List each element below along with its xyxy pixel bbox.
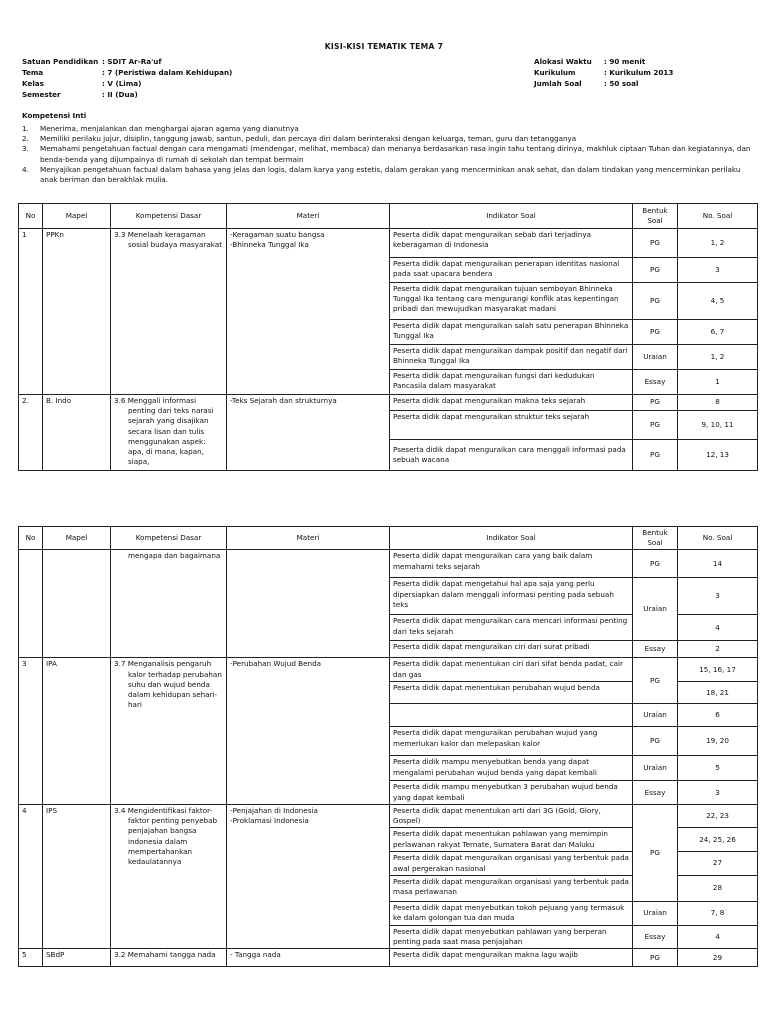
cell-nosoal: 15, 16, 17 xyxy=(678,658,758,682)
cell-bentuk: Essay xyxy=(633,925,678,948)
cell-kompetensi-dasar xyxy=(111,658,227,804)
table-row xyxy=(19,804,758,827)
materi-item: -Teks Sejarah dan strukturnya xyxy=(230,396,337,405)
info-label: Semester xyxy=(22,90,61,100)
cell-indikator: Peserta didik dapat menguraikan salah satu penerapan Bhinneka Tunggal Ika xyxy=(390,320,633,345)
cell-nosoal: 27 xyxy=(678,852,758,875)
column-header-bentuk: Bentuk Soal xyxy=(633,527,678,550)
list-item xyxy=(22,165,752,185)
cell-no: 2. xyxy=(19,395,43,471)
cell-kompetensi-dasar xyxy=(111,550,227,658)
column-header-materi: Materi xyxy=(227,527,390,550)
cell-indikator: Peserta didik dapat menyebutkan tokoh pejuang yang termasuk ke dalam golongan tua dan muda xyxy=(390,901,633,925)
cell-indikator: Peserta didik dapat menguraikan makna teks sejarah xyxy=(390,395,633,411)
cell-indikator: Peserta didik dapat menentukan ciri dari sifat benda padat, cair dan gas xyxy=(390,658,633,682)
info-value: : SDIT Ar-Ra'uf xyxy=(102,57,162,67)
kd-text: 3.7 Menganalisis pengaruh xyxy=(114,659,212,669)
cell-indikator: Peserta didik dapat menyebutkan pahlawan yang berperan penting pada saat masa penjajahan xyxy=(390,925,633,948)
cell-bentuk: PG xyxy=(633,949,678,967)
list-text: Memiliki perilaku jujur, disiplin, tanggung jawab, santun, peduli, dan percaya diri dalam berinteraksi dengan keluarga, teman, guru dan tetangganya xyxy=(40,134,577,144)
cell-no xyxy=(19,550,43,658)
cell-indikator: Peserta didik dapat menguraikan struktur teks sejarah xyxy=(390,411,633,440)
materi-item: -Perubahan Wujud Benda xyxy=(230,659,322,669)
cell-mapel: B. Indo xyxy=(43,395,111,471)
list-number: 1. xyxy=(22,124,29,133)
cell-kompetensi-dasar xyxy=(111,949,227,967)
table-row xyxy=(19,229,758,258)
cell-no: 1 xyxy=(19,229,43,395)
table-header-row xyxy=(19,527,758,550)
cell-nosoal: 7, 8 xyxy=(678,901,758,925)
kisi-kisi-table-2 xyxy=(18,526,758,967)
column-header-no: No xyxy=(19,527,43,550)
materi-item: - Tangga nada xyxy=(230,950,281,960)
materi-item: -Bhinneka Tunggal Ika xyxy=(230,240,309,250)
document-title: KISI-KISI TEMATIK TEMA 7 xyxy=(324,42,444,51)
info-value: : 90 menit xyxy=(604,57,646,67)
table-row xyxy=(19,550,758,578)
cell-indikator: Peserta didik dapat menguraikan organisasi yang terbentuk pada awal pergerakan nasional xyxy=(390,852,633,875)
cell-nosoal: 4 xyxy=(678,615,758,641)
table-row xyxy=(19,395,758,411)
cell-kompetensi-dasar xyxy=(111,229,227,395)
cell-no: 3 xyxy=(19,658,43,804)
cell-bentuk: PG xyxy=(633,658,678,704)
cell-kompetensi-dasar xyxy=(111,804,227,948)
info-label: Satuan Pendidikan xyxy=(22,57,99,67)
column-header-mapel: Mapel xyxy=(43,527,111,550)
cell-bentuk: Essay xyxy=(633,781,678,804)
kd-text: 3.4 Mengidentifikasi faktor- xyxy=(114,805,213,815)
table-row xyxy=(19,658,758,682)
cell-nosoal: 2 xyxy=(678,641,758,658)
cell-nosoal: 4, 5 xyxy=(678,283,758,320)
cell-bentuk: Essay xyxy=(633,641,678,658)
cell-nosoal: 6 xyxy=(678,704,758,727)
cell-nosoal: 3 xyxy=(678,258,758,283)
cell-indikator: Peserta didik dapat menguraikan makna lagu wajib xyxy=(390,949,633,967)
list-item xyxy=(22,144,752,164)
cell-indikator: Peserta didik dapat menguraikan organisasi yang terbentuk pada masa perlawanan xyxy=(390,875,633,901)
cell-indikator: Peserta didik dapat menguraikan cara mencari informasi penting dari teks sejarah xyxy=(390,615,633,641)
cell-nosoal: 18, 21 xyxy=(678,682,758,704)
column-header-nosoal: No. Soal xyxy=(678,204,758,229)
info-label: Kelas xyxy=(22,79,44,89)
cell-indikator: Peserta didik dapat menguraikan fungsi dari kedudukan Pancasila dalam masyarakat xyxy=(390,370,633,395)
cell-nosoal: 22, 23 xyxy=(678,804,758,827)
cell-nosoal: 3 xyxy=(678,578,758,615)
cell-no: 4 xyxy=(19,804,43,948)
info-value: : II (Dua) xyxy=(102,90,138,100)
cell-kompetensi-dasar xyxy=(111,395,227,471)
column-header-no: No xyxy=(19,204,43,229)
kd-text: 3.3 Menelaah keragaman xyxy=(114,230,206,239)
info-value: : V (Lima) xyxy=(102,79,142,89)
kisi-kisi-table-1 xyxy=(18,203,758,471)
cell-indikator: Peserta didik dapat menguraikan sebab dari terjadinya keberagaman di Indonesia xyxy=(390,229,633,258)
info-left xyxy=(22,57,232,101)
kd-text: 3.6 Menggali informasi xyxy=(114,396,197,405)
cell-nosoal: 3 xyxy=(678,781,758,804)
kompetensi-inti-list xyxy=(22,124,752,185)
cell-nosoal: 4 xyxy=(678,925,758,948)
cell-nosoal: 5 xyxy=(678,756,758,781)
cell-bentuk: Uraian xyxy=(633,901,678,925)
info-value: : 50 soal xyxy=(604,79,639,89)
column-header-materi: Materi xyxy=(227,204,390,229)
cell-bentuk: Uraian xyxy=(633,756,678,781)
cell-bentuk: Uraian xyxy=(633,704,678,727)
cell-mapel: PPKn xyxy=(43,229,111,395)
cell-indikator: Pseserta didik dapat menguraikan cara menggali informasi pada sebuah wacana xyxy=(390,440,633,471)
cell-materi xyxy=(227,949,390,967)
cell-bentuk: Essay xyxy=(633,370,678,395)
cell-indikator: Peserta didik dapat menguraikan dampak positif dan negatif dari Bhinneka Tunggal Ika xyxy=(390,345,633,370)
cell-mapel: SBdP xyxy=(43,949,111,967)
list-item xyxy=(22,134,752,144)
kd-text-cont: faktor penting penyebab penjajahan bangsa indonesia dalam mempertahankan kedaulatannya xyxy=(128,816,218,866)
column-header-kd: Kompetensi Dasar xyxy=(111,204,227,229)
cell-bentuk: PG xyxy=(633,395,678,411)
list-text: Memahami pengetahuan factual dengan cara mengamati (mendengar, melihat, membaca) dan menanya berdasarkan rasa ingin tahu tentang dirinya, makhluk ciptaan Tuhan dan kegiatannya, dan benda-benda yang dijumpainya di rumah di sekolah dan tempat bermain xyxy=(40,144,751,164)
cell-materi xyxy=(227,229,390,395)
cell-nosoal: 14 xyxy=(678,550,758,578)
column-header-bentuk: Bentuk Soal xyxy=(633,204,678,229)
table-row xyxy=(19,949,758,967)
cell-bentuk: PG xyxy=(633,550,678,578)
list-text: Menyajikan pengetahuan factual dalam bahasa yang jelas dan logis, dalam karya yang estetis, dalam gerakan yang mencerminkan anak sehat, dan dalam tindakan yang mencerminkan perilaku anak beriman dan berakhlak mulia. xyxy=(40,164,741,185)
kd-text-cont: kalor terhadap perubahan suhu dan wujud benda dalam kehidupan sehari-hari xyxy=(128,669,222,710)
cell-materi xyxy=(227,550,390,658)
cell-bentuk: PG xyxy=(633,727,678,756)
cell-bentuk: PG xyxy=(633,440,678,471)
cell-indikator xyxy=(390,704,633,727)
info-label: Alokasi Waktu xyxy=(534,57,592,67)
cell-bentuk: Uraian xyxy=(633,345,678,370)
cell-bentuk: PG xyxy=(633,258,678,283)
list-item xyxy=(22,124,752,134)
cell-materi xyxy=(227,804,390,948)
column-header-mapel: Mapel xyxy=(43,204,111,229)
cell-materi xyxy=(227,395,390,471)
kd-text-cont: mengapa dan bagaimana xyxy=(128,551,221,561)
cell-bentuk: PG xyxy=(633,229,678,258)
cell-nosoal: 28 xyxy=(678,875,758,901)
column-header-nosoal: No. Soal xyxy=(678,527,758,550)
info-value: : 7 (Peristiwa dalam Kehidupan) xyxy=(102,68,233,78)
cell-indikator: Peserta didik mampu menyebutkan 3 perubahan wujud benda yang dapat kembali xyxy=(390,781,633,804)
cell-nosoal: 6, 7 xyxy=(678,320,758,345)
cell-mapel: IPS xyxy=(43,804,111,948)
cell-bentuk: PG xyxy=(633,411,678,440)
kd-text: 3.2 Memahami tangga nada xyxy=(114,950,216,960)
column-header-kd: Kompetensi Dasar xyxy=(111,527,227,550)
cell-nosoal: 9, 10, 11 xyxy=(678,411,758,440)
cell-indikator: Peserta didik dapat menguraikan tujuan semboyan Bhinneka Tunggal Ika tentang cara mengurangi konflik atas kepentingan pribadi dan mewujudkan masyarakat madani xyxy=(390,283,633,320)
info-label: Tema xyxy=(22,68,44,78)
cell-indikator: Peserta didik dapat menguraikan penerapan identitas nasional pada saat upacara bendera xyxy=(390,258,633,283)
kd-text-cont: sosial budaya masyarakat xyxy=(128,240,223,250)
cell-no: 5 xyxy=(19,949,43,967)
cell-mapel: IPA xyxy=(43,658,111,804)
materi-item: -Penjajahan di Indonesia xyxy=(230,805,318,815)
cell-indikator: Peserta didik dapat menentukan perubahan wujud benda xyxy=(390,682,633,704)
cell-indikator: Peserta didik dapat menguraikan ciri dari surat pribadi xyxy=(390,641,633,658)
cell-nosoal: 1, 2 xyxy=(678,345,758,370)
cell-indikator: Peserta didik dapat menentukan pahlawan yang memimpin perlawanan rakyat Ternate, Sumatera Barat dan Maluku xyxy=(390,828,633,852)
cell-nosoal: 8 xyxy=(678,395,758,411)
list-number: 4. xyxy=(22,164,29,174)
info-label: Kurikulum xyxy=(534,68,576,78)
column-header-indikator: Indikator Soal xyxy=(390,204,633,229)
cell-mapel xyxy=(43,550,111,658)
cell-nosoal: 29 xyxy=(678,949,758,967)
column-header-indikator: Indikator Soal xyxy=(390,527,633,550)
list-number: 2. xyxy=(22,134,29,144)
kd-text-cont: penting dari teks narasi sejarah yang disajikan secara lisan dan tulis menggunakan aspek: apa, di mana, kapan, siapa, xyxy=(128,406,214,467)
kompetensi-inti-title: Kompetensi Inti xyxy=(22,111,87,120)
cell-nosoal: 12, 13 xyxy=(678,440,758,471)
cell-nosoal: 19, 20 xyxy=(678,727,758,756)
cell-indikator: Peserta didik mampu menyebutkan benda yang dapat mengalami perubahan wujud benda yang dapat kembali xyxy=(390,756,633,781)
list-text: Menerima, menjalankan dan menghargai ajaran agama yang dianutnya xyxy=(40,124,299,133)
cell-nosoal: 24, 25, 26 xyxy=(678,828,758,852)
info-value: : Kurikulum 2013 xyxy=(604,68,674,78)
cell-indikator: Peserta didik dapat mengetahui hal apa saja yang perlu dipersiapkan dalam menggali informasi penting pada sebuah teks xyxy=(390,578,633,615)
materi-item: -Keragaman suatu bangsa xyxy=(230,230,325,239)
list-number: 3. xyxy=(22,144,29,154)
cell-bentuk: Uraian xyxy=(633,578,678,641)
cell-indikator: Peserta didik dapat menguraikan perubahan wujud yang memerlukan kalor dan melepaskan kalor xyxy=(390,727,633,756)
table-header-row xyxy=(19,204,758,229)
cell-indikator: Peserta didik dapat menguraikan cara yang baik dalam memahami teks sejarah xyxy=(390,550,633,578)
info-label: Jumlah Soal xyxy=(534,79,582,89)
cell-bentuk: PG xyxy=(633,804,678,901)
materi-item: -Proklamasi Indonesia xyxy=(230,816,309,826)
cell-nosoal: 1, 2 xyxy=(678,229,758,258)
cell-indikator: Peserta didik dapat menentukan arti dari 3G (Gold, Glory, Gospel) xyxy=(390,804,633,827)
cell-materi xyxy=(227,658,390,804)
cell-bentuk: PG xyxy=(633,283,678,320)
info-right xyxy=(534,57,673,90)
cell-nosoal: 1 xyxy=(678,370,758,395)
cell-bentuk: PG xyxy=(633,320,678,345)
